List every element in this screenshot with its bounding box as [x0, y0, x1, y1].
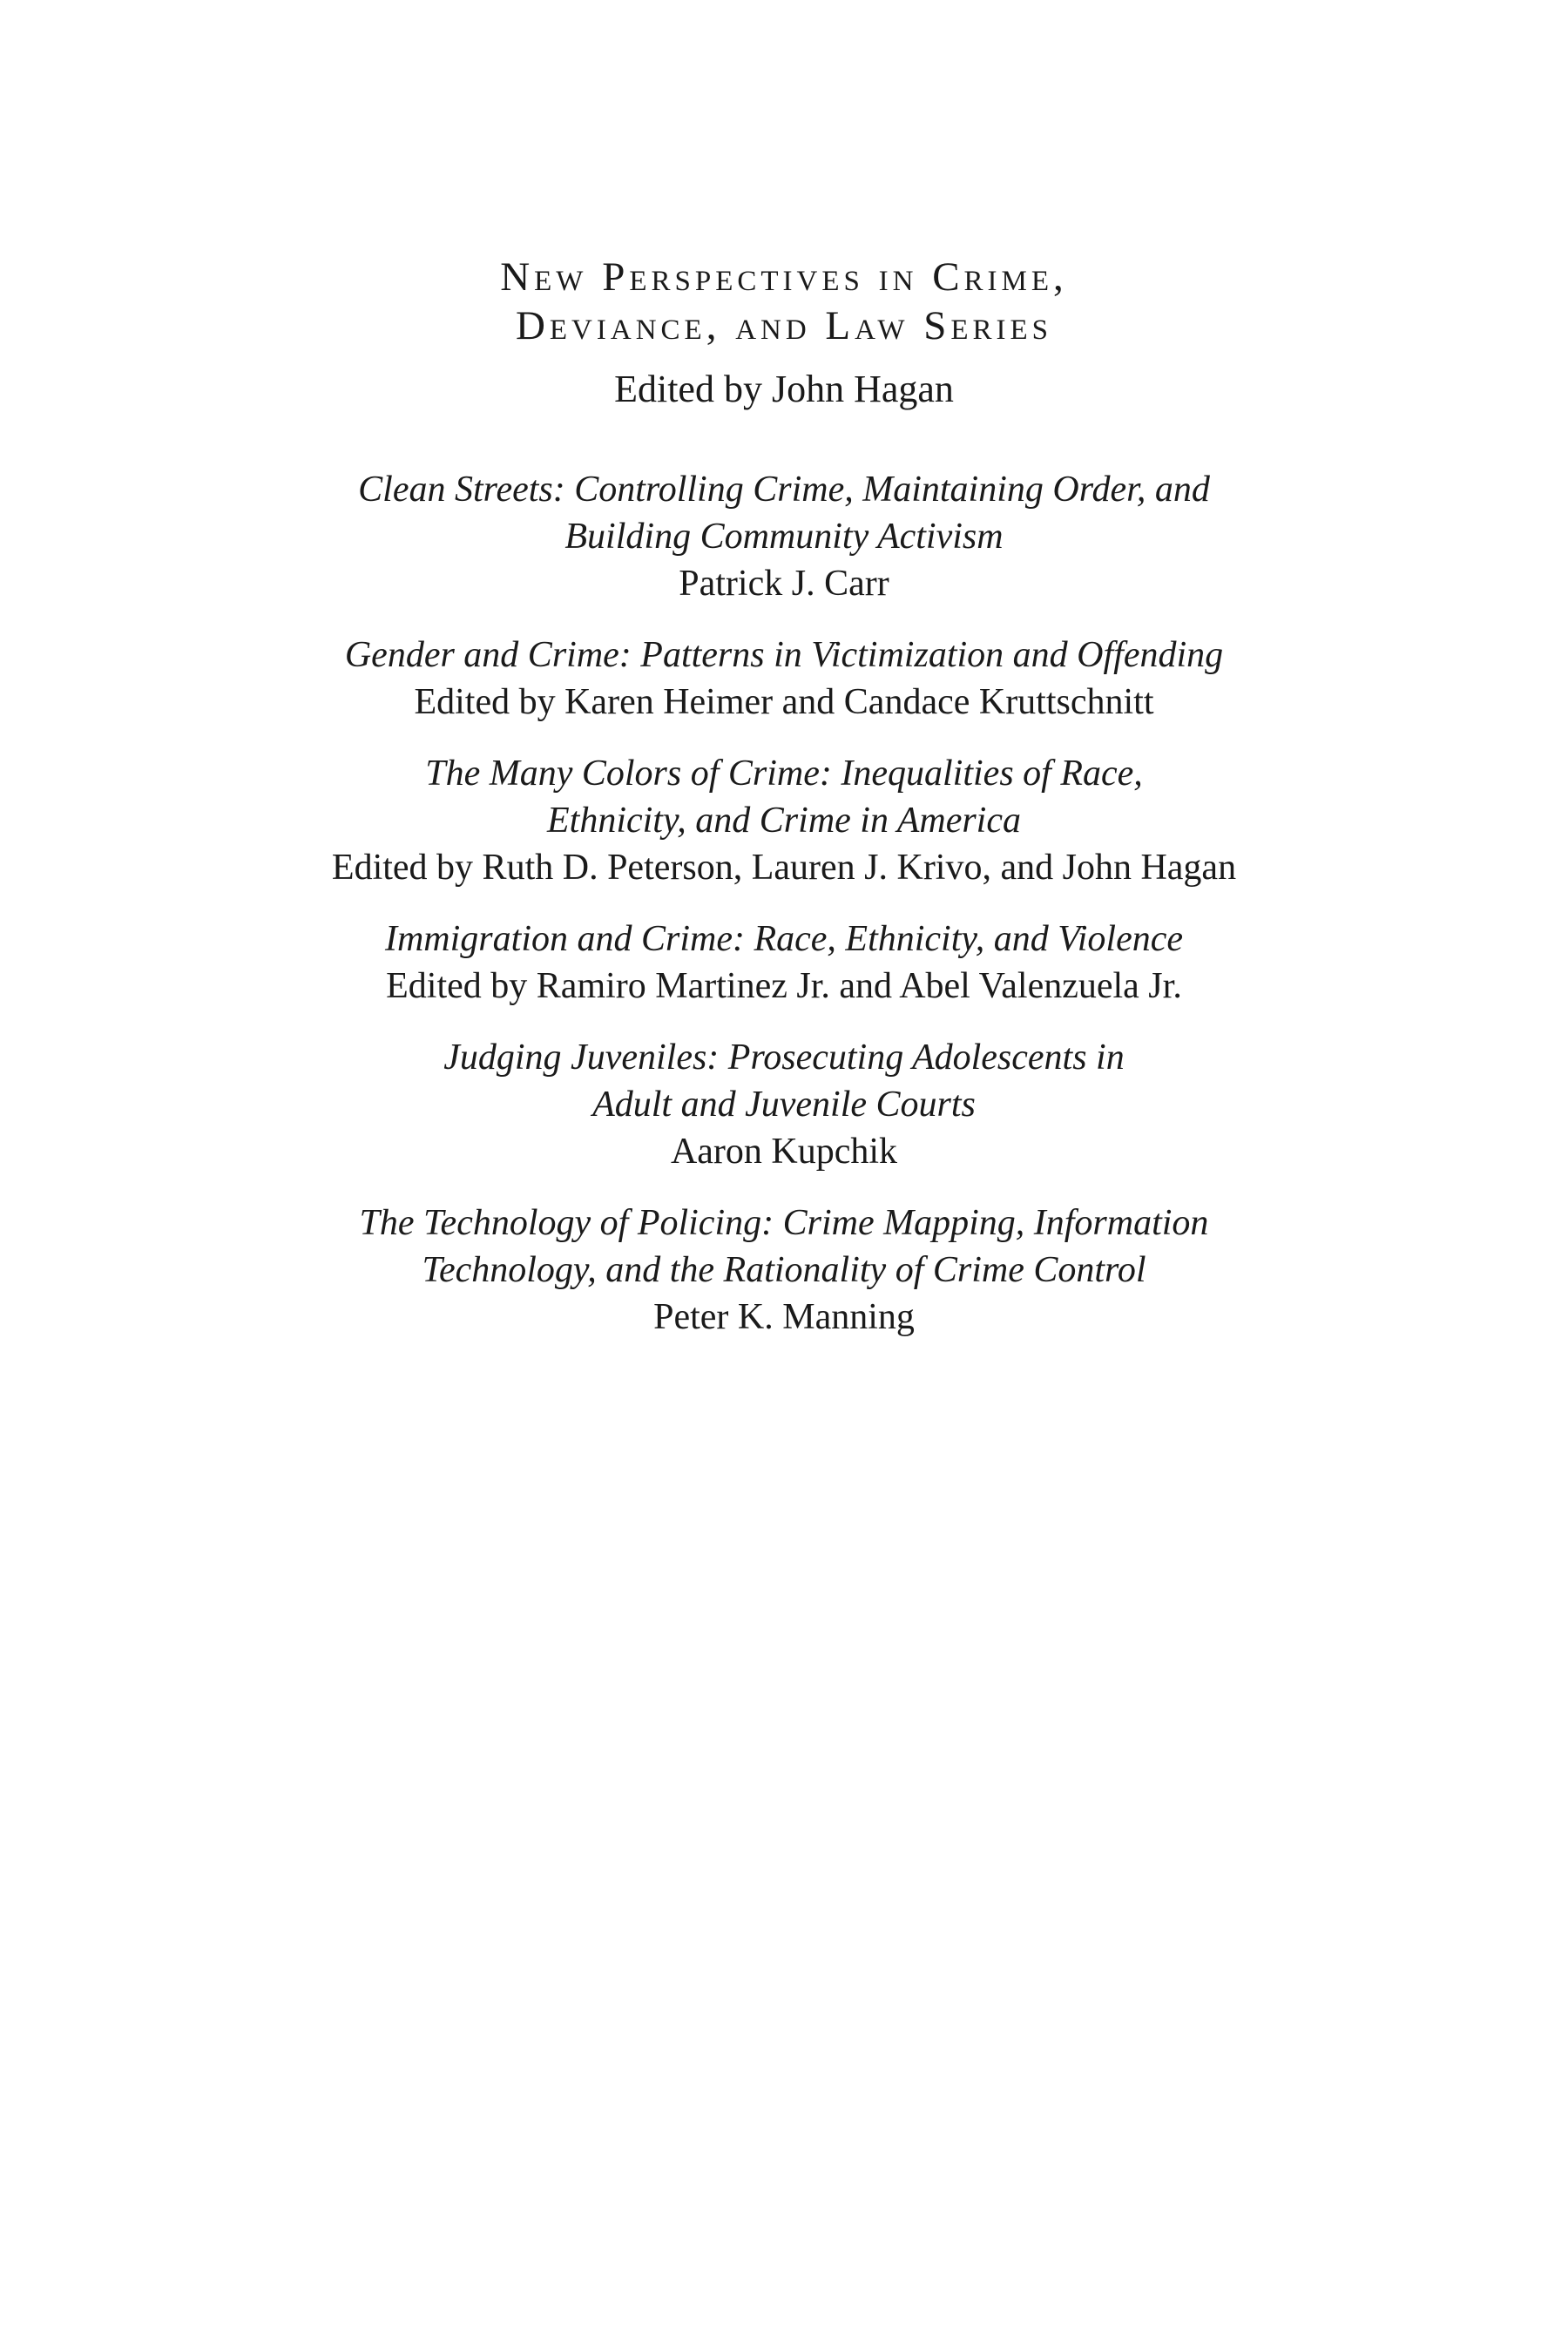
book-title-line: The Many Colors of Crime: Inequalities of Race,	[425, 754, 1143, 794]
book-author: Edited by Karen Heimer and Candace Kruttschnitt	[414, 682, 1154, 722]
book-title-line: The Technology of Policing: Crime Mapping, Information	[359, 1203, 1209, 1243]
book-entry-judging-juveniles	[0, 1034, 1568, 1175]
book-title-line: Judging Juveniles: Prosecuting Adolescents in	[443, 1037, 1125, 1078]
book-author: Edited by Ramiro Martinez Jr. and Abel Valenzuela Jr.	[386, 966, 1182, 1006]
book-entry-immigration-and-crime	[0, 916, 1568, 1010]
book-title-line: Immigration and Crime: Race, Ethnicity, and Violence	[384, 919, 1184, 959]
series-title-line-2: Deviance, and Law Series	[515, 303, 1053, 348]
book-title-line: Clean Streets: Controlling Crime, Maintaining Order, and	[358, 470, 1210, 510]
book-entry-many-colors-of-crime	[0, 750, 1568, 891]
book-author: Patrick J. Carr	[679, 564, 889, 604]
book-author: Peter K. Manning	[653, 1297, 915, 1337]
book-entry-technology-of-policing	[0, 1200, 1568, 1341]
book-entry-clean-streets	[0, 466, 1568, 607]
book-title-line: Adult and Juvenile Courts	[592, 1085, 976, 1125]
book-title-line: Ethnicity, and Crime in America	[547, 801, 1021, 841]
book-entry-gender-and-crime	[0, 632, 1568, 726]
series-header	[0, 253, 1568, 413]
book-author: Aaron Kupchik	[670, 1132, 898, 1172]
series-editor: Edited by John Hagan	[614, 368, 954, 410]
book-title-line: Gender and Crime: Patterns in Victimization and Offending	[344, 635, 1224, 675]
book-author: Edited by Ruth D. Peterson, Lauren J. Krivo, and John Hagan	[331, 848, 1237, 888]
book-title-line: Building Community Activism	[564, 517, 1004, 557]
book-title-line: Technology, and the Rationality of Crime Control	[422, 1250, 1146, 1290]
series-title-line-1: New Perspectives in Crime,	[500, 254, 1068, 300]
book-list	[0, 466, 1568, 1365]
